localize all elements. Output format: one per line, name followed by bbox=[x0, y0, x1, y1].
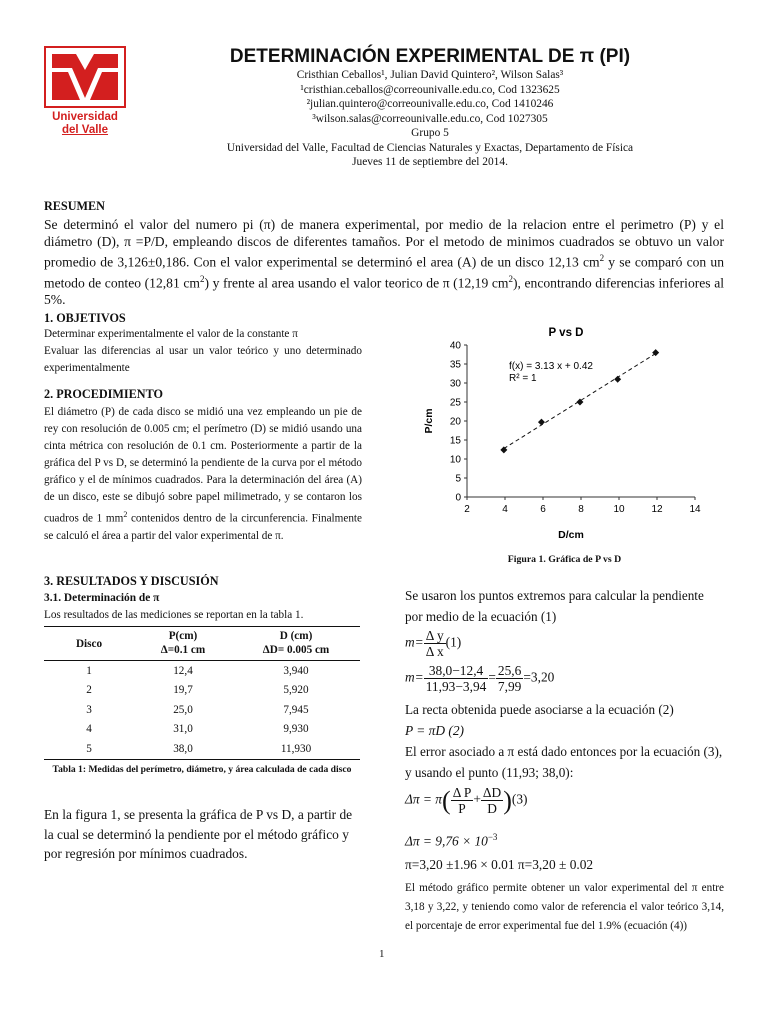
equation-text: Δπ = π bbox=[405, 791, 443, 807]
equation-text: m= bbox=[405, 669, 424, 685]
table-cell: 1 bbox=[86, 664, 92, 677]
y-tick-label: 25 bbox=[449, 397, 461, 409]
table-cell: 2 bbox=[86, 684, 92, 697]
fraction-denominator: D bbox=[487, 801, 497, 816]
table-cell: 5 bbox=[86, 742, 92, 755]
table-row bbox=[44, 681, 360, 701]
chart-title: P vs D bbox=[548, 327, 584, 339]
procedimiento-text: El diámetro (P) de cada disco se midió una vez empleando un pie de rey con resolución de 0.005 cm; el perímetro (D) se midió usando una cinta métrica con resolución de 0.1 cm. Posteriormente a partir de la gráfica del P vs D, se determinó la pendiente de la curva por el método gráfico y el de mínimos cuadrados. Para la determinación del área (A) de un disco, este se dibujó sobre papel milimetrado, y se contaron los cuadros de 1 mm bbox=[44, 406, 362, 525]
table-header-row bbox=[44, 627, 360, 644]
fraction-numerator: Δ y bbox=[425, 628, 444, 643]
university-logo bbox=[44, 46, 126, 137]
fraction-numerator: 25,6 bbox=[497, 663, 522, 678]
date: Jueves 11 de septiembre del 2014. bbox=[352, 156, 508, 168]
group: Grupo 5 bbox=[411, 127, 449, 139]
fraction bbox=[496, 663, 523, 694]
data-point bbox=[538, 419, 545, 426]
fraction-denominator: P bbox=[458, 801, 466, 816]
resumen-text: ), encontrando diferencias inferiores al 5%. bbox=[44, 275, 725, 308]
fraction-denominator: 7,99 bbox=[497, 679, 522, 694]
resumen-body bbox=[44, 216, 724, 308]
right-column bbox=[405, 585, 724, 936]
procedimiento-body bbox=[44, 404, 362, 545]
y-tick-label: 15 bbox=[449, 435, 461, 447]
resumen-text: Se determinó el valor del numero pi (π) de manera experimental, por medio de la relacion entre el perimetro (P) y el diámetro (D), π =P/D, empleando discos de diferentes tamaños. Por el metodo de minimos cuadrados se obtuvo un valor promedio de 3,126±0,186. Con el valor experimental se determinó el area (A) de un disco 12,13 cm bbox=[44, 217, 724, 270]
fraction-numerator: Δ P bbox=[452, 785, 472, 800]
objetivos-list bbox=[44, 326, 362, 377]
paragraph: La recta obtenida puede asociarse a la ecuación (2) bbox=[405, 702, 674, 717]
y-tick-label: 40 bbox=[449, 340, 461, 352]
table-subheader: ΔD= 0.005 cm bbox=[262, 644, 330, 656]
table-cell: 25,0 bbox=[173, 703, 193, 716]
fraction bbox=[451, 785, 474, 816]
table-cell: 7,945 bbox=[283, 703, 309, 716]
figure-reference-text: En la figura 1, se presenta la gráfica de P vs D, a partir de la cual se determinó la pendiente por el método gráfico y por regresión por mínimos cuadrados. bbox=[44, 807, 353, 861]
equation-6: π=3,20 ±1.96 × 0.01 π=3,20 ± 0.02 bbox=[405, 857, 594, 873]
table-cell: 5,920 bbox=[283, 684, 309, 697]
header-info bbox=[140, 68, 720, 170]
objective-item: Determinar experimentalmente el valor de la constante π bbox=[44, 328, 298, 340]
email-line: ³wilson.salas@correounivalle.edu.co, Cod 1027305 bbox=[312, 112, 548, 125]
table-header: Disco bbox=[75, 637, 103, 650]
fraction-denominator: Δ x bbox=[425, 644, 444, 659]
table-cell: 3 bbox=[86, 703, 92, 716]
table-cell: 19,7 bbox=[173, 684, 193, 697]
chart-xlabel: D/cm bbox=[558, 529, 584, 541]
paragraph: El método gráfico permite obtener un valor experimental del π entre 3,18 y 3,22, y teniendo como valor de referencia el valor teórico 3,14, el porcentaje de error experimental fue del 1.9% (ecuación (4)) bbox=[405, 882, 724, 933]
x-tick-label: 14 bbox=[689, 504, 701, 515]
chart-annotation-r2: R² = 1 bbox=[509, 373, 537, 384]
authors: Cristhian Ceballos¹, Julian David Quintero², Wilson Salas³ bbox=[296, 69, 564, 81]
chart-ylabel: P/cm bbox=[423, 408, 435, 434]
equation-tag: (3) bbox=[511, 791, 528, 807]
y-tick-label: 30 bbox=[449, 378, 461, 390]
y-tick-label: 0 bbox=[455, 492, 461, 504]
y-tick-label: 20 bbox=[449, 416, 461, 428]
paper-title: DETERMINACIÓN EXPERIMENTAL DE π (PI) bbox=[229, 46, 631, 67]
equation-tag: (1) bbox=[445, 634, 462, 650]
superscript: 2 bbox=[599, 253, 605, 263]
table-cell: 12,4 bbox=[173, 664, 193, 677]
resumen-text: ) y frente al area usando el valor teorico de π (12,19 cm bbox=[204, 275, 509, 291]
email-line: ²julian.quintero@correounivalle.edu.co, Cod 1410246 bbox=[306, 98, 554, 110]
logo-text bbox=[44, 111, 126, 137]
x-tick-label: 8 bbox=[578, 504, 584, 515]
equation-3: P = πD (2) bbox=[405, 723, 465, 738]
x-tick-label: 12 bbox=[651, 504, 663, 515]
pvsd-chart bbox=[405, 318, 725, 550]
equation-2: m= $\frac{38,0-12,4}{11,93-3,94}$ = $\frac{25,6}{7,99}$ =3,20 bbox=[405, 663, 555, 694]
chart-annotation-equation: f(x) = 3.13 x + 0.42 bbox=[509, 361, 593, 372]
resumen-heading: RESUMEN bbox=[44, 199, 105, 213]
fraction-numerator: 38,0−12,4 bbox=[424, 663, 489, 679]
equation-4: Δπ = π( $\frac{\text{Δ P}}{P}$ + $\frac{\Delta D}{D}$ )(3) bbox=[405, 785, 528, 816]
paragraph: El error asociado a π está dado entonces por la ecuación (3), y usando el punto (11,93; 38,0): bbox=[405, 744, 723, 780]
table-cell: 4 bbox=[86, 723, 92, 736]
page-number: 1 bbox=[379, 948, 385, 960]
figure-caption: Figura 1. Gráfica de P vs D bbox=[507, 554, 622, 565]
resultados-heading: 3. RESULTADOS Y DISCUSIÓN bbox=[44, 574, 219, 588]
table-cell: 9,930 bbox=[283, 723, 309, 736]
fraction-denominator: 11,93−3,94 bbox=[425, 679, 487, 694]
y-tick-label: 35 bbox=[449, 359, 461, 371]
objetivos-heading: 1. OBJETIVOS bbox=[44, 311, 126, 325]
logo-shield-icon bbox=[46, 48, 124, 106]
x-tick-label: 4 bbox=[502, 504, 508, 515]
table-row bbox=[44, 661, 360, 681]
table-row bbox=[44, 720, 360, 740]
table-header: D (cm) bbox=[279, 630, 313, 642]
procedimiento-text: contenidos dentro de la circunferencia. Finalmente se calculó el área a partir del valor experimental de π. bbox=[44, 512, 362, 542]
resultados-intro: Los resultados de las mediciones se reportan en la tabla 1. bbox=[44, 609, 304, 621]
fraction bbox=[481, 785, 503, 816]
table-cell: 11,930 bbox=[280, 742, 312, 755]
logo-emblem bbox=[44, 46, 126, 108]
procedimiento-heading: 2. PROCEDIMIENTO bbox=[44, 387, 163, 401]
bracket-symbol: ) bbox=[503, 786, 512, 815]
table-caption: Tabla 1: Medidas del perímetro, diámetro, y área calculada de cada disco bbox=[52, 763, 352, 775]
superscript: −3 bbox=[487, 832, 498, 842]
equation-5 bbox=[405, 827, 724, 851]
superscript: 2 bbox=[199, 273, 205, 284]
x-tick-label: 10 bbox=[613, 504, 625, 515]
fraction bbox=[424, 663, 489, 694]
logo-text-line: del Valle bbox=[61, 124, 109, 136]
equation-text: m= bbox=[405, 634, 424, 650]
equation-text: Δπ = 9,76 × 10 bbox=[405, 833, 488, 849]
paragraph: Se usaron los puntos extremos para calcular la pendiente por medio de la ecuación (1) bbox=[405, 588, 704, 624]
y-tick-label: 10 bbox=[449, 454, 461, 466]
table-row bbox=[44, 739, 360, 759]
superscript: 2 bbox=[508, 273, 513, 284]
table-cell: 31,0 bbox=[173, 723, 193, 736]
bracket-symbol: ( bbox=[442, 786, 451, 815]
table-cell: 38,0 bbox=[173, 742, 193, 755]
logo-text-line: Universidad bbox=[52, 111, 118, 123]
x-tick-label: 2 bbox=[464, 504, 470, 515]
fraction-numerator: ΔD bbox=[482, 785, 502, 800]
y-tick-label: 5 bbox=[455, 473, 461, 485]
equation-1 bbox=[405, 628, 724, 661]
email-line: ¹cristhian.ceballos@correounivalle.edu.co, Cod 1323625 bbox=[300, 83, 560, 96]
table-row bbox=[44, 700, 360, 720]
objective-item: Evaluar las diferencias al usar un valor teórico y uno determinado experimentalmente bbox=[44, 345, 362, 374]
table-cell: 3,940 bbox=[283, 664, 309, 677]
resumen-text: y se comparó con un metodo de conteo (12,81 cm bbox=[44, 254, 724, 291]
equation-result: =3,20 bbox=[523, 669, 555, 685]
resultados-subheading: 3.1. Determinación de π bbox=[44, 592, 160, 604]
x-tick-label: 6 bbox=[540, 504, 546, 515]
institution: Universidad del Valle, Facultad de Ciencias Naturales y Exactas, Departamento de Física bbox=[226, 141, 634, 154]
fraction bbox=[424, 628, 446, 659]
data-point bbox=[614, 376, 621, 383]
data-table bbox=[44, 626, 360, 760]
table-header: P(cm) bbox=[168, 630, 198, 642]
superscript: 2 bbox=[123, 510, 128, 519]
data-table-wrap bbox=[44, 626, 360, 777]
table-subheader: Δ=0.1 cm bbox=[160, 644, 206, 656]
